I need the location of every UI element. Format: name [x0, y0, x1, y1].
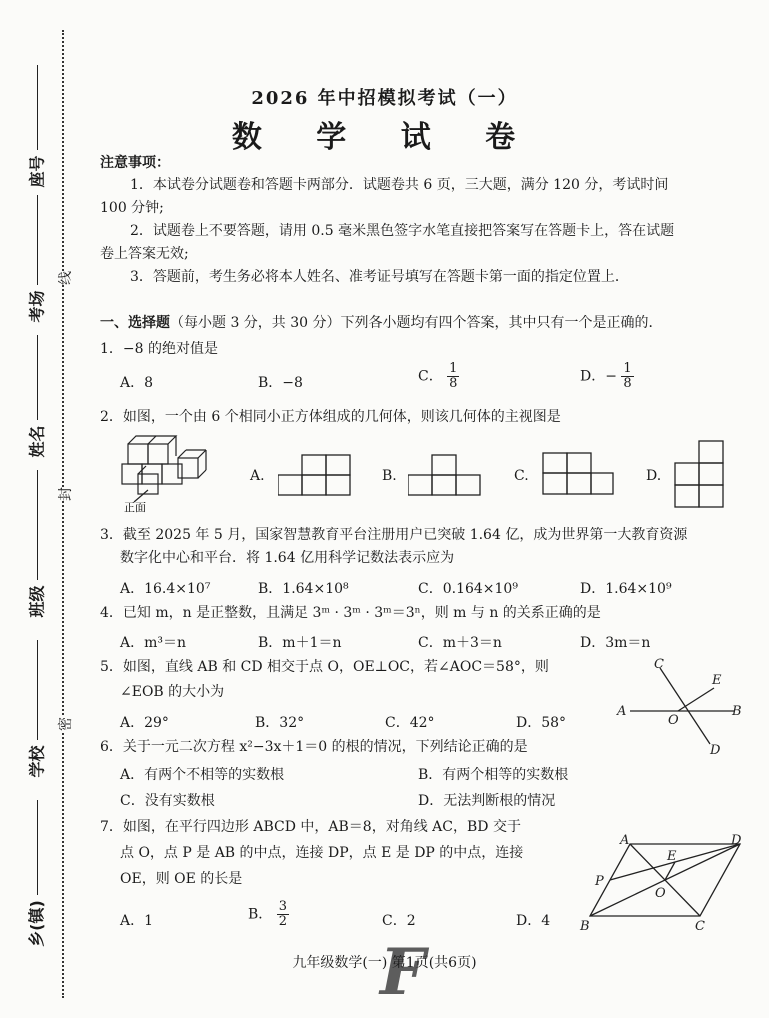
q4-option-b[interactable]: B．m＋1＝n — [258, 635, 342, 651]
notice-heading: 注意事项： — [100, 155, 170, 171]
q5-label-d: D — [710, 743, 721, 758]
school-label: 学校 — [27, 745, 47, 778]
q2-option-a-figure — [278, 454, 352, 496]
q3-stem-line-2: 数字化中心和平台．将 1.64 亿用科学记数法表示应为 — [120, 550, 455, 566]
q3-option-a[interactable]: A．16.4×10⁷ — [120, 581, 211, 597]
secret-marker: 密 — [55, 717, 75, 731]
q6-option-a[interactable]: A．有两个不相等的实数根 — [120, 767, 285, 783]
q5-label-o: O — [668, 713, 679, 728]
q4-option-a[interactable]: A．m³＝n — [120, 635, 187, 651]
q2-option-b-figure — [408, 454, 482, 496]
q6-option-c[interactable]: C．没有实数根 — [120, 793, 215, 809]
q5-option-b[interactable]: B．32° — [255, 715, 305, 731]
section-1-title: 一、选择题 — [100, 315, 170, 331]
q1-option-c[interactable] — [418, 362, 459, 391]
q1-option-d-fraction — [621, 362, 633, 391]
class-field[interactable] — [37, 470, 38, 580]
q2-cube-figure — [118, 432, 226, 514]
q3-option-c[interactable]: C．0.164×10⁹ — [418, 581, 518, 597]
notice-item-2-line-1: 2．试题卷上不要答题，请用 0.5 毫米黑色签字水笔直接把答案写在答题卡上，答在试题 — [130, 223, 675, 239]
q2-front-label: 正面 — [124, 501, 146, 514]
q2-option-c-figure — [542, 452, 614, 496]
section-1-desc: （每小题 3 分，共 30 分）下列各小题均有四个答案，其中只有一个是正确的． — [170, 315, 663, 331]
q7-b-numerator: 3 — [278, 899, 288, 914]
q4-stem: 4．已知 m，n 是正整数，且满足 3ᵐ · 3ᵐ · 3ᵐ＝3ⁿ，则 m 与 n 的关系正确的是 — [100, 605, 601, 621]
q7-stem-line-1: 7．如图，在平行四边形 ABCD 中，AB＝8，对角线 AC，BD 交于 — [100, 819, 521, 835]
q5-label-c: C — [654, 657, 664, 672]
q4-option-d[interactable]: D．3m＝n — [580, 635, 651, 651]
room-field[interactable] — [37, 195, 38, 285]
notice-item-3: 3．答题前，考生务必将本人姓名、准考证号填写在答题卡第一面的指定位置上． — [130, 269, 629, 285]
q7-b-denominator: 2 — [278, 914, 288, 929]
q1-option-c-label: C． — [418, 368, 443, 385]
q1-option-d-label: D．− — [580, 368, 617, 385]
q6-option-d[interactable]: D．无法判断根的情况 — [418, 793, 556, 809]
q1-c-numerator: 1 — [449, 361, 458, 376]
q1-stem: 1．−8 的绝对值是 — [100, 341, 218, 357]
q7-label-e: E — [667, 849, 677, 864]
q5-label-b: B — [732, 704, 742, 719]
q7-stem-line-2: 点 O，点 P 是 AB 的中点，连接 DP，点 E 是 DP 的中点，连接 — [120, 845, 524, 861]
q1-option-b[interactable]: B．−8 — [258, 375, 303, 391]
q2-option-c[interactable]: C. — [514, 468, 529, 484]
q5-option-c[interactable]: C．42° — [385, 715, 435, 731]
q6-stem: 6．关于一元二次方程 x²−3x＋1＝0 的根的情况，下列结论正确的是 — [100, 739, 528, 755]
town-label: 乡(镇) — [26, 900, 46, 947]
exam-title: 2026 年中招模拟考试（一） — [251, 88, 518, 109]
town-field[interactable] — [37, 800, 38, 895]
notice-item-2-line-2: 卷上答案无效; — [100, 246, 189, 262]
notice-item-1-line-2: 100 分钟; — [100, 200, 164, 216]
q7-option-b-label: B． — [248, 906, 273, 923]
q2-option-d[interactable]: D. — [646, 468, 662, 484]
seal-marker: 封 — [55, 487, 75, 501]
q5-label-a: A — [617, 704, 627, 719]
q4-option-c[interactable]: C．m＋3＝n — [418, 635, 502, 651]
q1-d-numerator: 1 — [623, 361, 632, 376]
seat-label: 座号 — [27, 155, 47, 188]
q5-stem-line-1: 5．如图，直线 AB 和 CD 相交于点 O，OE⊥OC，若∠AOC＝58°，则 — [100, 659, 549, 675]
q7-label-c: C — [695, 919, 705, 934]
q7-option-d[interactable]: D．4 — [516, 913, 551, 929]
watermark-letter: F — [380, 935, 426, 1010]
page-footer: 九年级数学(一) 第1页(共6页) — [292, 955, 477, 971]
q5-lines-figure — [612, 654, 752, 760]
q1-c-denominator: 8 — [449, 376, 458, 391]
notice-item-1-line-1: 1．本试卷分试题卷和答题卡两部分．试题卷共 6 页，三大题，满分 120 分，考试时间 — [130, 177, 669, 193]
class-label: 班级 — [27, 585, 47, 618]
q7-label-d: D — [731, 833, 742, 848]
q2-option-d-figure — [674, 440, 726, 510]
q7-option-c[interactable]: C．2 — [382, 913, 416, 929]
q7-option-b[interactable] — [248, 900, 289, 929]
section-1-header — [100, 312, 663, 334]
q7-option-a[interactable]: A．1 — [120, 913, 154, 929]
q7-parallelogram-figure — [575, 830, 755, 934]
q1-option-c-fraction — [447, 362, 459, 391]
q6-option-b[interactable]: B．有两个相等的实数根 — [418, 767, 569, 783]
q1-d-denominator: 8 — [623, 376, 632, 391]
subject-title: 数 学 试 卷 — [231, 120, 538, 155]
q5-stem-line-2: ∠EOB 的大小为 — [120, 684, 225, 700]
q2-option-a[interactable]: A. — [250, 468, 265, 484]
q3-option-b[interactable]: B．1.64×10⁸ — [258, 581, 349, 597]
q5-option-a[interactable]: A．29° — [120, 715, 169, 731]
name-label: 姓名 — [27, 425, 47, 458]
q7-label-o: O — [655, 886, 666, 901]
q7-option-b-fraction — [277, 900, 289, 929]
q2-option-b[interactable]: B. — [382, 468, 397, 484]
q3-stem-line-1: 3．截至 2025 年 5 月，国家智慧教育平台注册用户已突破 1.64 亿，成为世界第一大教育资源 — [100, 527, 688, 543]
name-field[interactable] — [37, 335, 38, 420]
school-field[interactable] — [37, 640, 38, 740]
line-marker: 线 — [55, 271, 75, 285]
q1-option-d[interactable] — [580, 362, 634, 391]
q2-stem: 2．如图，一个由 6 个相同小正方体组成的几何体，则该几何体的主视图是 — [100, 409, 561, 425]
q7-stem-line-3: OE，则 OE 的长是 — [120, 871, 243, 887]
q5-option-d[interactable]: D．58° — [516, 715, 567, 731]
room-label: 考场 — [27, 290, 47, 323]
q1-option-a[interactable]: A．8 — [120, 375, 154, 391]
q7-label-b: B — [580, 919, 590, 934]
q7-label-p: P — [595, 874, 604, 889]
q3-option-d[interactable]: D．1.64×10⁹ — [580, 581, 672, 597]
dotted-cut-line — [62, 30, 64, 998]
q5-label-e: E — [712, 673, 722, 688]
q7-label-a: A — [620, 833, 630, 848]
